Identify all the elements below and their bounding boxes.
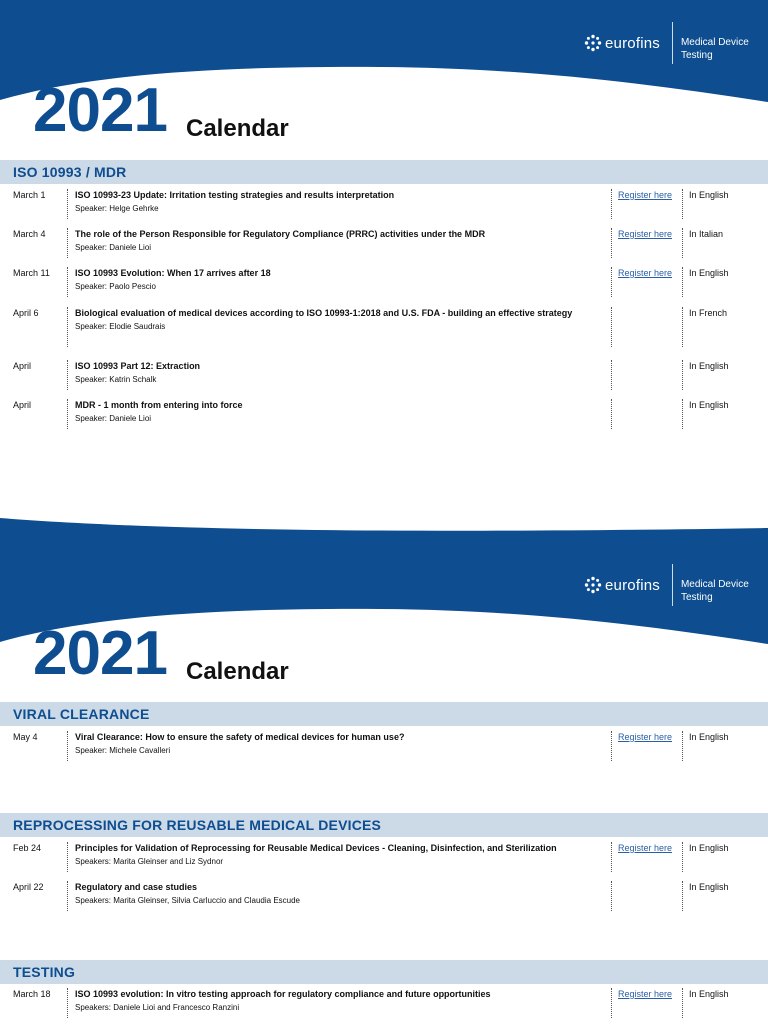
brand-block bbox=[584, 564, 749, 606]
event-title: The role of the Person Responsible for Regulatory Compliance (PRRC) activities under the MDR bbox=[75, 229, 486, 239]
section-heading-reprocessing bbox=[0, 813, 768, 837]
eurofins-dots-icon bbox=[584, 576, 602, 594]
eurofins-dots-icon bbox=[584, 34, 602, 52]
event-title: ISO 10993 Part 12: Extraction bbox=[75, 361, 201, 371]
calendar-word: Calendar bbox=[186, 115, 289, 142]
section-title: VIRAL CLEARANCE bbox=[13, 706, 150, 722]
event-body bbox=[67, 881, 605, 911]
event-body bbox=[67, 988, 605, 1018]
event-speaker: Speaker: Katrin Schalk bbox=[75, 375, 157, 384]
event-body bbox=[67, 360, 605, 390]
event-date: May 4 bbox=[13, 732, 38, 742]
section-title: ISO 10993 / MDR bbox=[13, 164, 127, 180]
register-link[interactable]: Register here bbox=[611, 267, 680, 297]
event-row bbox=[0, 267, 768, 297]
event-title: ISO 10993 evolution: In vitro testing approach for regulatory compliance and future opportunities bbox=[75, 989, 491, 999]
event-speaker: Speakers: Marita Gleinser and Liz Sydnor bbox=[75, 857, 224, 866]
event-date: Feb 24 bbox=[13, 843, 42, 853]
event-title: Regulatory and case studies bbox=[75, 882, 198, 892]
brand-tag-line1: Medical Device bbox=[680, 579, 749, 590]
event-speaker: Speakers: Daniele Lioi and Francesco Ranzini bbox=[75, 1003, 240, 1012]
calendar-year: 2021 bbox=[33, 76, 167, 145]
event-row bbox=[0, 881, 768, 911]
event-title: Principles for Validation of Reprocessing for Reusable Medical Devices - Cleaning, Disinfection, and Sterilization bbox=[75, 843, 557, 853]
event-speaker: Speaker: Paolo Pescio bbox=[75, 282, 156, 291]
brand-tag-line1: Medical Device bbox=[680, 37, 749, 48]
register-cell-empty bbox=[611, 399, 680, 429]
brand-name: eurofins bbox=[605, 576, 660, 594]
register-link[interactable]: Register here bbox=[611, 988, 680, 1018]
calendar-year: 2021 bbox=[33, 619, 167, 688]
event-date: March 18 bbox=[13, 989, 51, 999]
event-speaker: Speaker: Elodie Saudrais bbox=[75, 322, 166, 331]
event-language: In English bbox=[682, 842, 759, 872]
section-heading-iso bbox=[0, 160, 768, 184]
event-row bbox=[0, 189, 768, 219]
event-title: MDR - 1 month from entering into force bbox=[75, 400, 243, 410]
event-body bbox=[67, 189, 605, 219]
event-row bbox=[0, 842, 768, 872]
brand-block bbox=[584, 22, 749, 64]
event-language: In English bbox=[682, 189, 759, 219]
register-cell-empty bbox=[611, 307, 680, 347]
event-title: Biological evaluation of medical devices according to ISO 10993-1:2018 and U.S. FDA - building an effective strategy bbox=[75, 308, 573, 318]
section-heading-testing bbox=[0, 960, 768, 984]
calendar-word: Calendar bbox=[186, 658, 289, 685]
event-body bbox=[67, 267, 605, 297]
brand-name: eurofins bbox=[605, 34, 660, 52]
brand-logo bbox=[584, 576, 660, 594]
event-date: April 22 bbox=[13, 882, 44, 892]
event-language: In French bbox=[682, 307, 759, 347]
event-language: In English bbox=[682, 267, 759, 297]
register-cell-empty bbox=[611, 881, 680, 911]
event-language: In English bbox=[682, 988, 759, 1018]
event-row bbox=[0, 731, 768, 761]
event-body bbox=[67, 307, 605, 347]
brand-divider bbox=[672, 22, 673, 64]
event-body bbox=[67, 228, 605, 258]
event-body bbox=[67, 842, 605, 872]
event-speaker: Speaker: Michele Cavalleri bbox=[75, 746, 171, 755]
event-date: March 11 bbox=[13, 268, 50, 278]
event-body bbox=[67, 399, 605, 429]
event-language: In English bbox=[682, 360, 759, 390]
brand-tagline bbox=[681, 36, 749, 62]
register-link[interactable]: Register here bbox=[611, 842, 680, 872]
event-row bbox=[0, 360, 768, 390]
event-row bbox=[0, 307, 768, 347]
brand-tag-line2: Testing bbox=[680, 592, 713, 603]
event-row bbox=[0, 988, 768, 1018]
section-title: REPROCESSING FOR REUSABLE MEDICAL DEVICES bbox=[13, 817, 382, 833]
register-link[interactable]: Register here bbox=[611, 731, 680, 761]
event-language: In Italian bbox=[682, 228, 759, 258]
event-language: In English bbox=[682, 881, 759, 911]
event-title: ISO 10993 Evolution: When 17 arrives after 18 bbox=[75, 268, 271, 278]
event-speaker: Speaker: Daniele Lioi bbox=[75, 243, 152, 252]
register-link[interactable]: Register here bbox=[611, 228, 680, 258]
event-row bbox=[0, 228, 768, 258]
calendar-page-2 bbox=[0, 518, 768, 1024]
event-date: March 4 bbox=[13, 229, 46, 239]
brand-logo bbox=[584, 34, 660, 52]
register-link[interactable]: Register here bbox=[611, 189, 680, 219]
event-date: April bbox=[13, 400, 32, 410]
event-date: March 1 bbox=[13, 190, 46, 200]
brand-tagline bbox=[681, 578, 749, 604]
register-cell-empty bbox=[611, 360, 680, 390]
section-heading-viral bbox=[0, 702, 768, 726]
event-speaker: Speakers: Marita Gleinser, Silvia Carluccio and Claudia Escude bbox=[75, 896, 300, 905]
brand-divider bbox=[672, 564, 673, 606]
event-language: In English bbox=[682, 731, 759, 761]
event-date: April 6 bbox=[13, 308, 39, 318]
event-body bbox=[67, 731, 605, 761]
event-date: April bbox=[13, 361, 32, 371]
event-title: Viral Clearance: How to ensure the safety of medical devices for human use? bbox=[75, 732, 405, 742]
event-language: In English bbox=[682, 399, 759, 429]
event-speaker: Speaker: Helge Gehrke bbox=[75, 204, 159, 213]
brand-tag-line2: Testing bbox=[680, 50, 713, 61]
event-title: ISO 10993-23 Update: Irritation testing strategies and results interpretation bbox=[75, 190, 395, 200]
event-row bbox=[0, 399, 768, 429]
section-title: TESTING bbox=[13, 964, 76, 980]
event-speaker: Speaker: Daniele Lioi bbox=[75, 414, 152, 423]
